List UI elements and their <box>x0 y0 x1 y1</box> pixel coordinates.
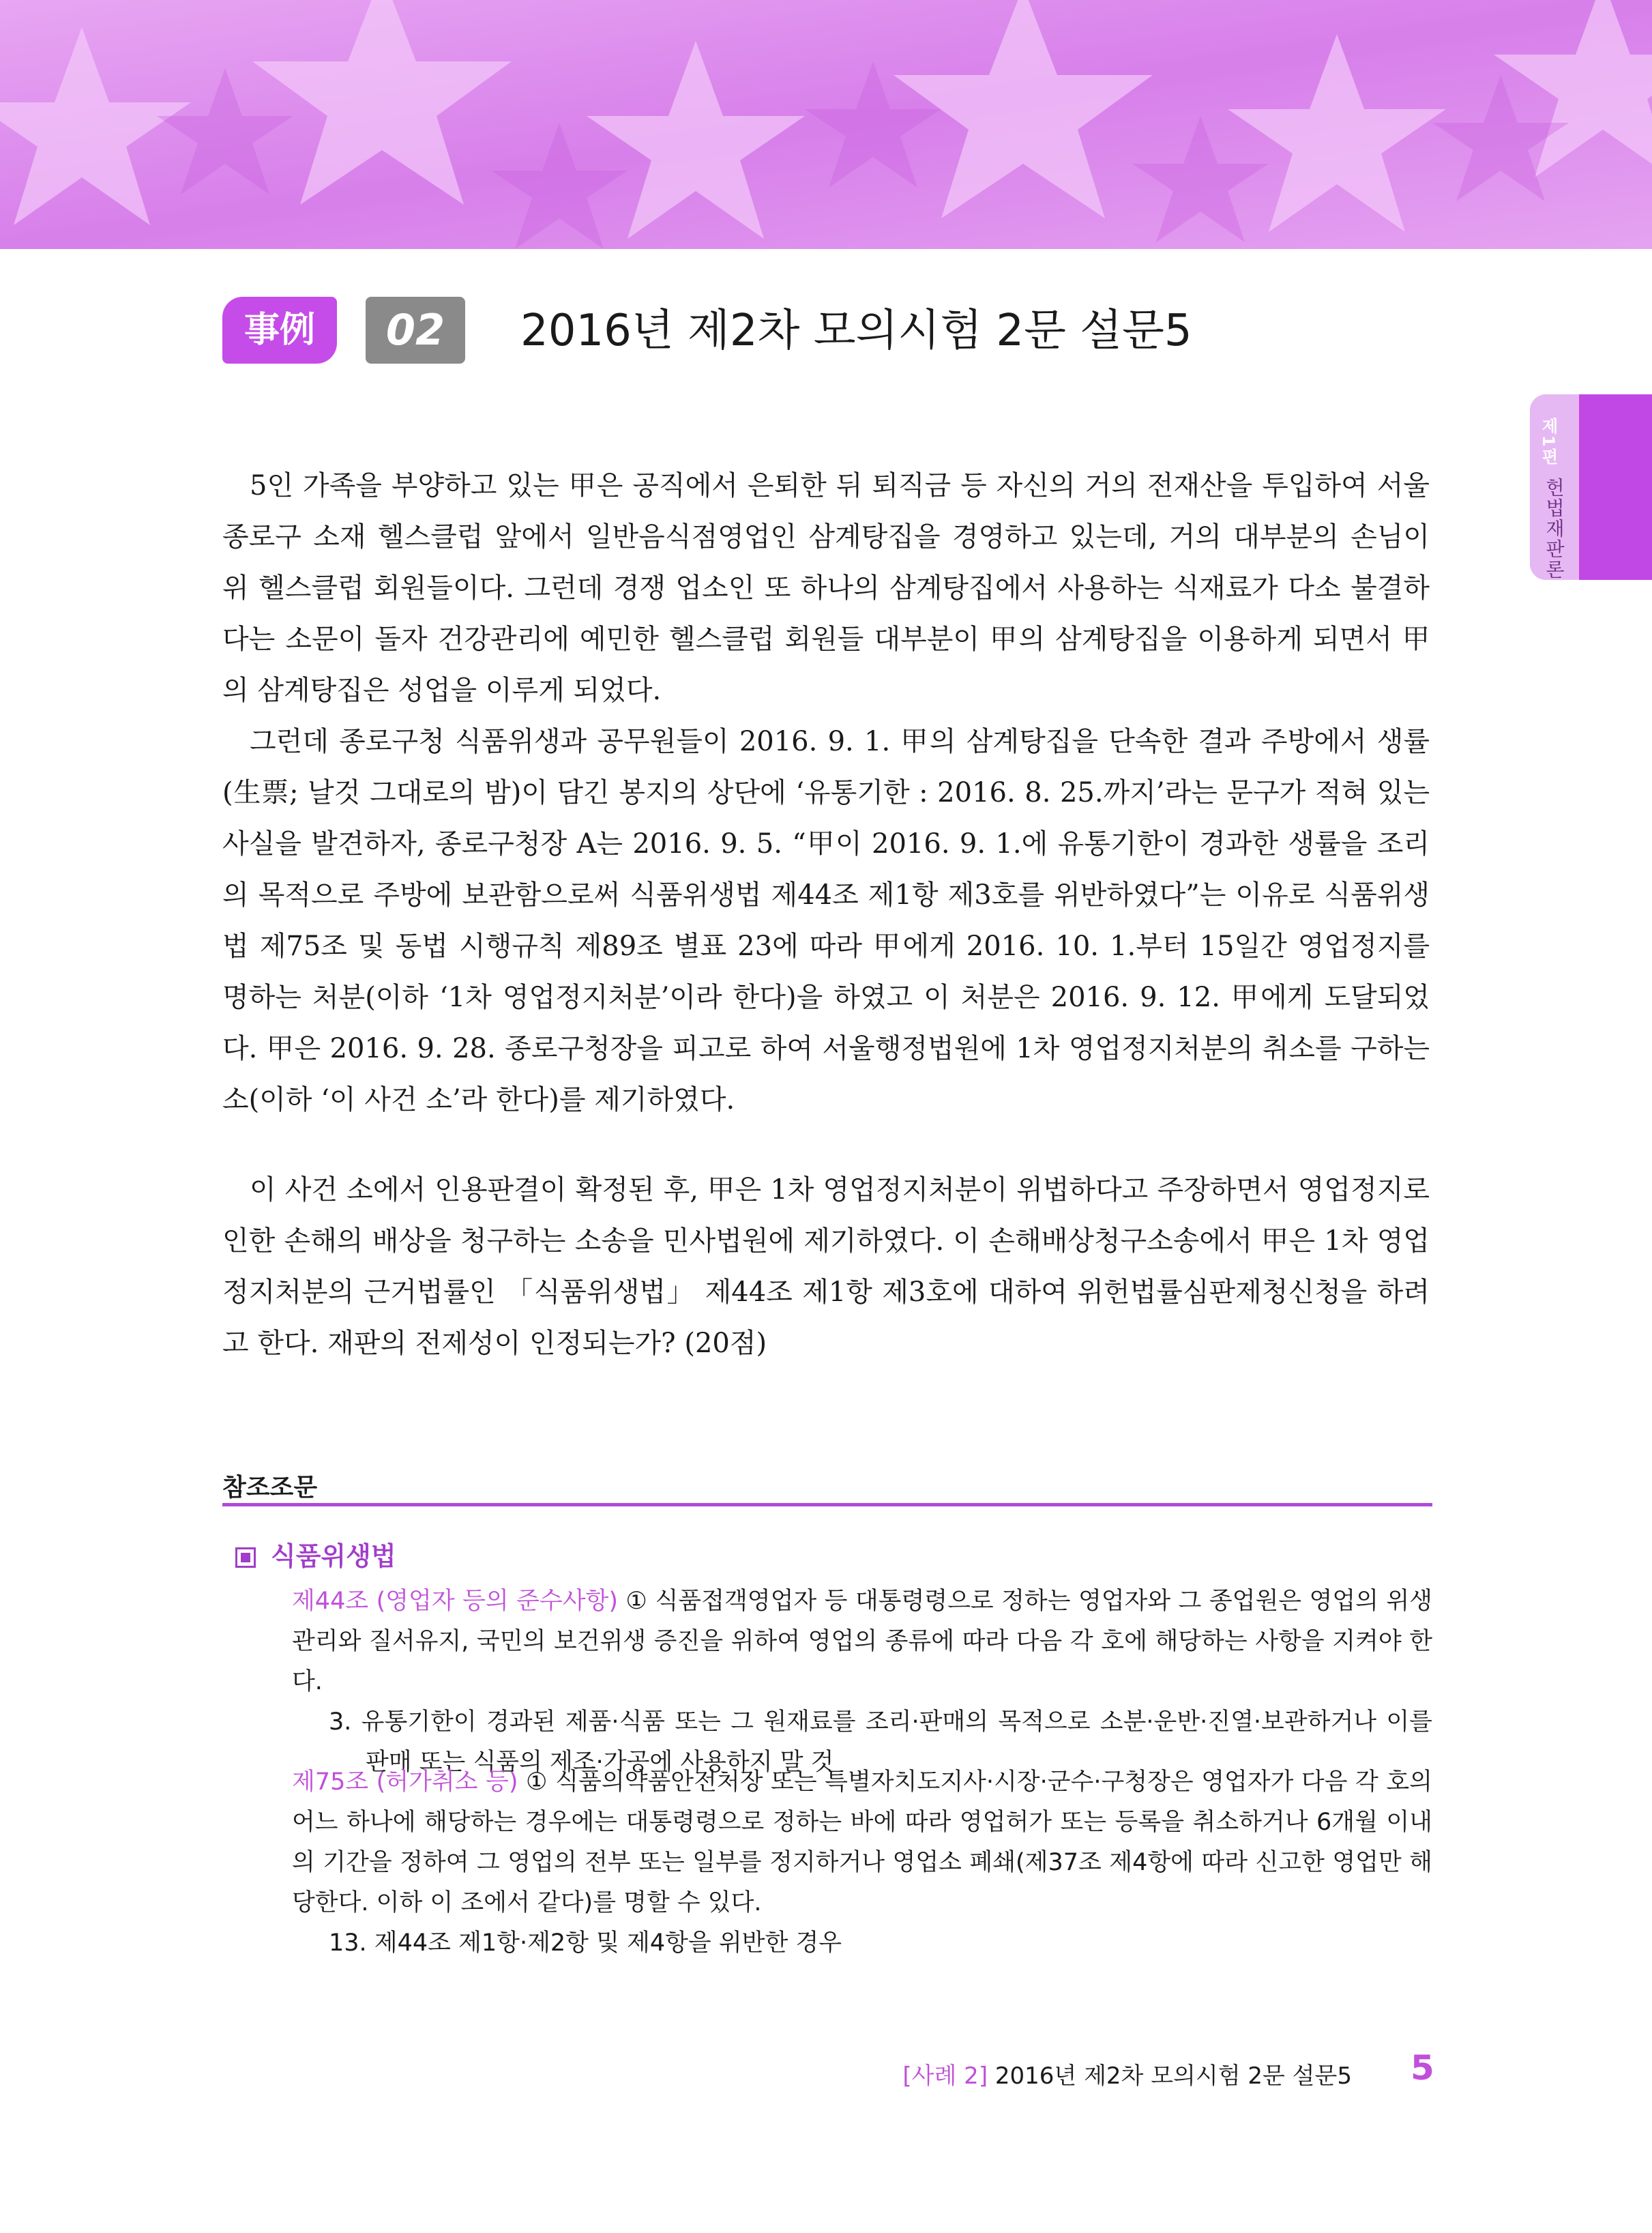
facts-paragraph: 5인 가족을 부양하고 있는 甲은 공직에서 은퇴한 뒤 퇴직금 등 자신의 거의 전재산을 투입하여 서울 종로구 소재 헬스클럽 앞에서 일반음식점영업인 삼계탕집을 경영하고 있는데, 거의 대부분의 손님이 위 헬스클럽 회원들이다. 그런데 경쟁 업소인 또 하나의 삼계탕집에서 사용하는 식재료가 다소 불결하다는 소문이 돌자 건강관리에 예민한 헬스클럽 회원들 대부분이 甲의 삼계탕집을 이용하게 되면서 甲의 삼계탕집은 성업을 이루게 되었다. <box>222 470 1430 706</box>
case-number-badge: 02 <box>366 297 465 364</box>
article-item: 13. 제44조 제1항·제2항 및 제4항을 위반한 경우 <box>329 1929 842 1957</box>
article-text: ① 식품의약품안전처장 또는 특별자치도지사·시장·군수·구청장은 영업자가 다음 각 호의 어느 하나에 해당하는 경우에는 대통령령으로 정하는 바에 따라 영업허가 또는 등록을 취소하거나 6개월 이내의 기간을 정하여 그 영업의 전부 또는 일부를 정지하거나 영업소 폐쇄(제37조 제4항에 따라 신고한 영업만 해당한다. 이하 이 조에서 같다)를 명할 수 있다. <box>292 1768 1432 1916</box>
article-item: 3. 유통기한이 경과된 제품·식품 또는 그 원재료를 조리·판매의 목적으로 소분·운반·진열·보관하거나 이를 판매 또는 식품의 제조·가공에 사용하지 말 것 <box>329 1708 1432 1776</box>
article-44 <box>292 1581 1432 1783</box>
footer-case-tag: [사례 2] <box>902 2062 988 2090</box>
case-question <box>222 1165 1430 1369</box>
case-label-badge: 事例 <box>222 297 337 364</box>
case-facts <box>222 461 1430 1126</box>
question-paragraph: 이 사건 소에서 인용판결이 확정된 후, 甲은 1차 영업정지처분이 위법하다고 주장하면서 영업정지로 인한 손해의 배상을 청구하는 소송을 민사법원에 제기하였다. 이 손해배상청구소송에서 甲은 1차 영업정지처분의 근거법률인 「식품위생법」 제44조 제1항 제3호에 대하여 위헌법률심판제청신청을 하려고 한다. 재판의 전제성이 인정되는가? (20점) <box>222 1174 1430 1359</box>
case-title: 2016년 제2차 모의시험 2문 설문5 <box>520 306 1192 356</box>
page-footer <box>902 2057 1352 2090</box>
law-name <box>235 1535 396 1573</box>
square-bullet-icon <box>235 1547 256 1568</box>
page-number: 5 <box>1411 2048 1434 2088</box>
side-tab-part-label: 제1편 <box>1539 418 1558 466</box>
side-tab-title-label: 헌법재판론 <box>1543 478 1565 580</box>
references-heading: 참조조문 <box>222 1474 318 1502</box>
footer-title: 2016년 제2차 모의시험 2문 설문5 <box>994 2062 1352 2090</box>
facts-paragraph: 그런데 종로구청 식품위생과 공무원들이 2016. 9. 1. 甲의 삼계탕집을 단속한 결과 주방에서 생률(生票; 날것 그대로의 밤)이 담긴 봉지의 상단에 ‘유통기한 : 2016. 8. 25.까지’라는 문구가 적혀 있는 사실을 발견하자, 종로구청장 A는 2016. 9. 5. “甲이 2016. 9. 1.에 유통기한이 경과한 생률을 조리의 목적으로 주방에 보관함으로써 식품위생법 제44조 제1항 제3호를 위반하였다”는 이유로 식품위생법 제75조 및 동법 시행규칙 제89조 별표 23에 따라 甲에게 2016. 10. 1.부터 15일간 영업정지를 명하는 처분(이하 ‘1차 영업정지처분’이라 한다)을 하였고 이 처분은 2016. 9. 12. 甲에게 도달되었다. 甲은 2016. 9. 28. 종로구청장을 피고로 하여 서울행정법원에 1차 영업정지처분의 취소를 구하는 소(이하 ‘이 사건 소’라 한다)를 제기하였다. <box>222 726 1430 1115</box>
references-divider <box>222 1503 1432 1506</box>
article-75 <box>292 1762 1432 1964</box>
header-banner <box>0 0 1652 249</box>
article-text: ① 식품접객영업자 등 대통령령으로 정하는 영업자와 그 종업원은 영업의 위생관리와 질서유지, 국민의 보건위생 증진을 위하여 영업의 종류에 따라 다음 각 호에 해당하는 사항을 지켜야 한다. <box>292 1588 1432 1695</box>
article-title: 제75조 (허가취소 등) <box>292 1768 518 1796</box>
article-title: 제44조 (영업자 등의 준수사항) <box>292 1588 619 1615</box>
law-name-text: 식품위생법 <box>271 1541 396 1571</box>
